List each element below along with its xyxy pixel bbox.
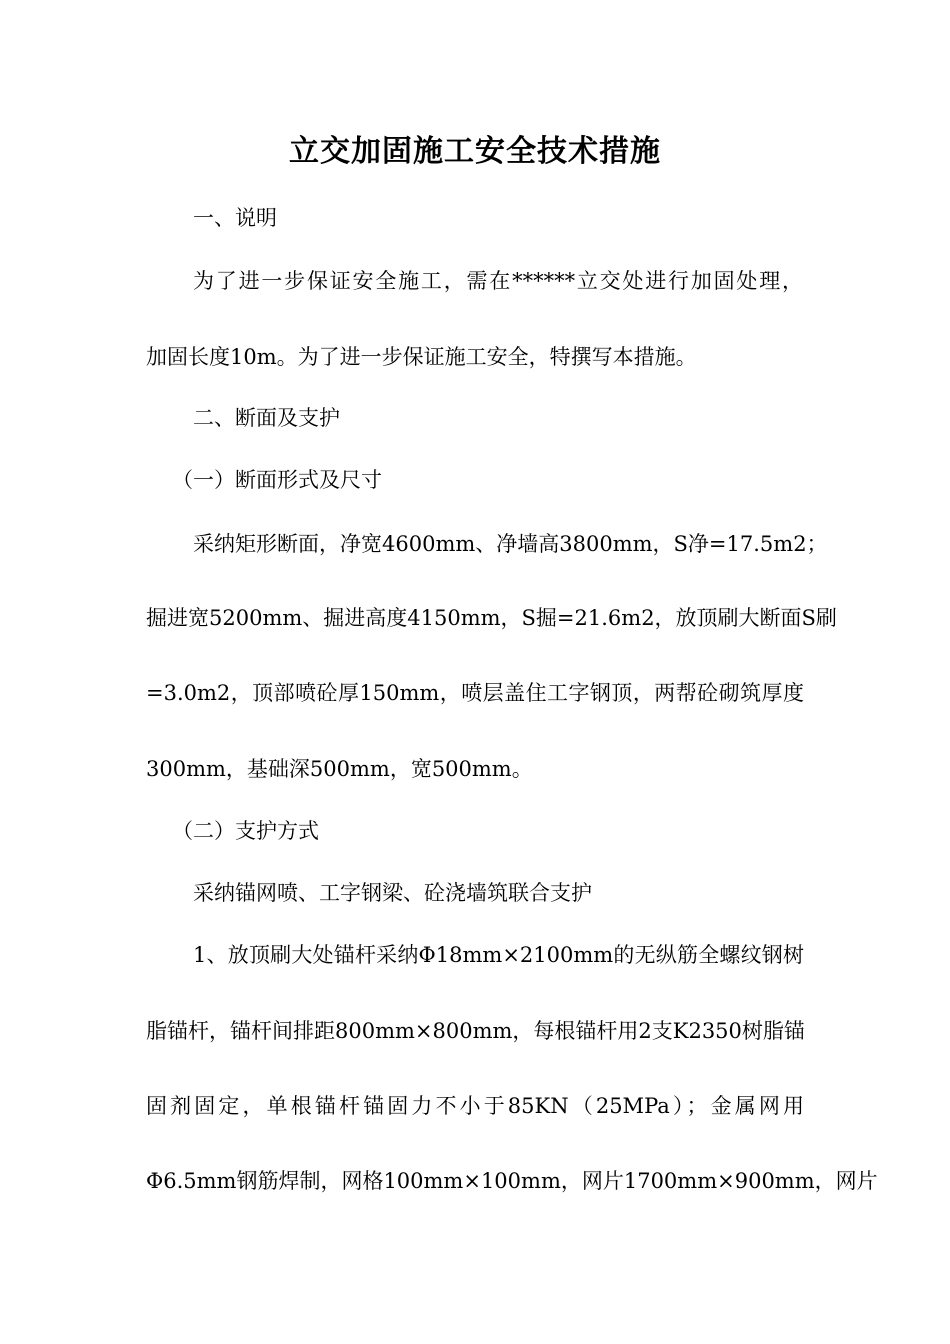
section-heading-1: 一、说明 [193,206,277,230]
document-title: 立交加固施工安全技术措施 [289,134,661,169]
paragraph-line: 采纳矩形断面，净宽4600mm、净墙高3800mm，S净=17.5m2； [193,532,828,556]
paragraph-line: 脂锚杆，锚杆间排距800mm×800mm，每根锚杆用2支K2350树脂锚 [146,1019,805,1043]
subsection-heading-1: （一）断面形式及尺寸 [172,468,382,492]
paragraph-line: =3.0m2，顶部喷砼厚150mm，喷层盖住工字钢顶，两帮砼砌筑厚度 [146,681,804,705]
paragraph-line: Φ6.5mm钢筋焊制，网格100mm×100mm，网片1700mm×900mm，网片 [146,1169,878,1193]
paragraph-line: 为了进一步保证安全施工，需在******立交处进行加固处理， [193,269,803,293]
paragraph-line: 加固长度10m。为了进一步保证施工安全，特撰写本措施。 [146,345,697,369]
paragraph-line: 1、放顶刷大处锚杆采纳Φ18mm×2100mm的无纵筋全螺纹钢树 [193,943,804,967]
paragraph-line: 300mm，基础深500mm，宽500mm。 [146,757,533,781]
paragraph-line: 掘进宽5200mm、掘进高度4150mm，S掘=21.6m2，放顶刷大断面S刷 [146,606,837,630]
section-heading-2: 二、断面及支护 [193,406,340,430]
subsection-heading-2: （二）支护方式 [172,819,319,843]
paragraph-line: 固剂固定，单根锚杆锚固力不小于85KN（25MPa）；金属网用 [146,1094,804,1118]
paragraph-line: 采纳锚网喷、工字钢梁、砼浇墙筑联合支护 [193,881,592,905]
